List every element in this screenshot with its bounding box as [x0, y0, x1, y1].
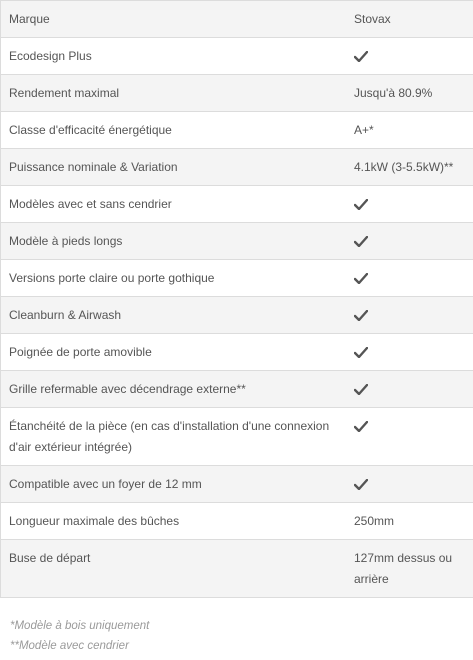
spec-value: [345, 297, 473, 333]
spec-label: Classe d'efficacité énergétique: [9, 122, 172, 137]
spec-label: Puissance nominale & Variation: [9, 159, 178, 174]
spec-label: Étanchéité de la pièce (en cas d'installation d'une connexion d'air extérieur intégrée): [9, 419, 330, 454]
footnote-ashpan: **Modèle avec cendrier: [10, 640, 129, 652]
spec-row-etancheite: [1, 408, 473, 466]
checkmark-icon: [354, 347, 368, 358]
spec-value: 250mm: [354, 513, 395, 528]
spec-value: [345, 466, 473, 502]
spec-value: Jusqu'à 80.9%: [354, 85, 433, 100]
spec-value: [345, 223, 473, 259]
spec-row-poignee: [1, 334, 473, 371]
footnote-wood-only: *Modèle à bois uniquement: [10, 620, 150, 632]
checkmark-icon: [354, 236, 368, 247]
checkmark-icon: [354, 199, 368, 210]
checkmark-icon: [354, 479, 368, 490]
spec-value: 127mm dessus ou arrière: [354, 551, 453, 586]
spec-row-rendement: [1, 75, 473, 112]
spec-row-versions-porte: [1, 260, 473, 297]
spec-row-buches: [1, 503, 473, 540]
spec-label: Rendement maximal: [9, 85, 120, 100]
spec-row-pieds-longs: [1, 223, 473, 260]
spec-row-marque: [1, 1, 473, 38]
spec-value: A+*: [354, 122, 374, 137]
checkmark-icon: [354, 51, 368, 62]
spec-label: Grille refermable avec décendrage externe**: [9, 381, 246, 396]
spec-row-grille: [1, 371, 473, 408]
spec-row-cendrier: [1, 186, 473, 223]
spec-value: [345, 408, 473, 465]
spec-label: Modèles avec et sans cendrier: [9, 196, 172, 211]
spec-row-buse: [1, 540, 473, 598]
checkmark-icon: [354, 310, 368, 321]
spec-value: [345, 334, 473, 370]
spec-value: [345, 260, 473, 296]
spec-label: Marque: [9, 11, 50, 26]
spec-value: [345, 371, 473, 407]
spec-label: Longueur maximale des bûches: [9, 513, 180, 528]
checkmark-icon: [354, 421, 368, 432]
spec-row-ecodesign: [1, 38, 473, 75]
checkmark-icon: [354, 273, 368, 284]
footnotes: [10, 616, 149, 656]
spec-label: Compatible avec un foyer de 12 mm: [9, 476, 202, 491]
spec-row-foyer: [1, 466, 473, 503]
spec-label: Ecodesign Plus: [9, 48, 92, 63]
spec-label: Buse de départ: [9, 551, 91, 565]
spec-label: Cleanburn & Airwash: [9, 307, 122, 322]
spec-value: Stovax: [354, 11, 391, 26]
spec-value: [345, 186, 473, 222]
checkmark-icon: [354, 384, 368, 395]
spec-value: [345, 38, 473, 74]
spec-row-puissance: [1, 149, 473, 186]
spec-label: Poignée de porte amovible: [9, 344, 152, 359]
spec-value: 4.1kW (3-5.5kW)**: [354, 159, 454, 174]
spec-row-classe: [1, 112, 473, 149]
spec-label: Modèle à pieds longs: [9, 233, 123, 248]
spec-row-cleanburn: [1, 297, 473, 334]
spec-label: Versions porte claire ou porte gothique: [9, 270, 215, 285]
